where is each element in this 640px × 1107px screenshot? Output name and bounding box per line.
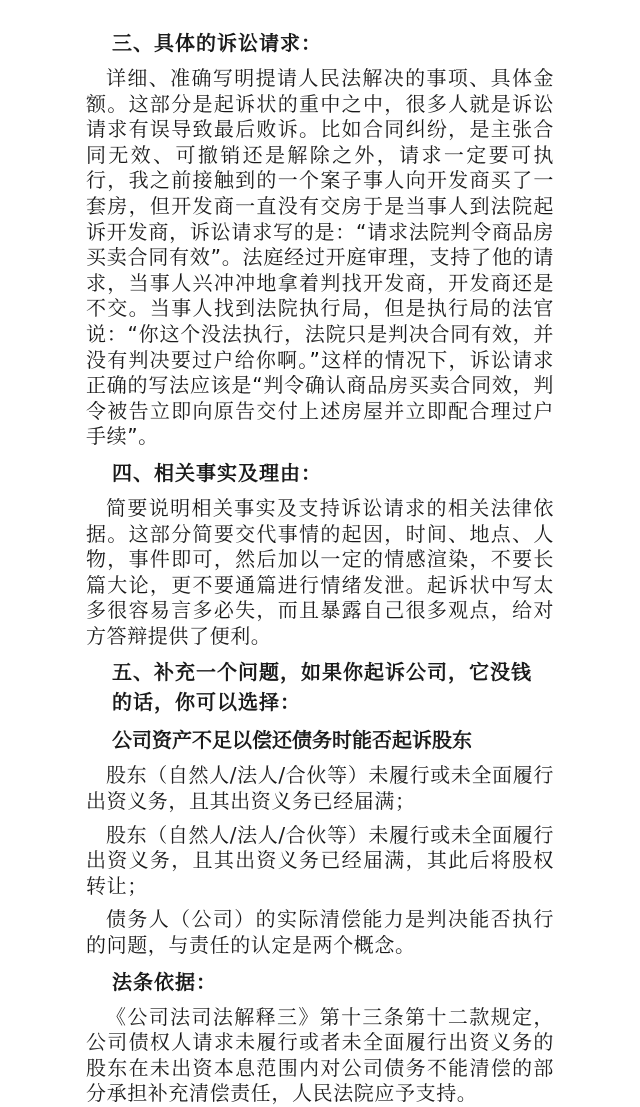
paragraph-legal-basis: 《公司法司法解释三》第十三条第十二款规定，公司债权人请求未履行或者未全面履行出资义务的股东在未出资本息范围内对公司债务不能清偿的部分承担补充清偿责任，人民法院应予支持。 bbox=[86, 1004, 554, 1106]
section-heading-claims: 三、具体的诉讼请求： bbox=[112, 31, 322, 55]
section-heading-legal-basis: 法条依据： bbox=[112, 969, 217, 994]
paragraph-shareholder-2: 股东（自然人/法人/合伙等）未履行或未全面履行出资义务，且其出资义务已经届满，其此后将股权转让； bbox=[86, 822, 554, 898]
sub-heading-shareholders: 公司资产不足以偿还债务时能否起诉股东 bbox=[112, 728, 472, 753]
paragraph-facts: 简要说明相关事实及支持诉讼请求的相关法律依据。这部分简要交代事情的起因，时间、地点、人物，事件即可，然后加以一定的情感渲染，不要长篇大论，更不要通篇进行情绪发泄。起诉状中写太多很容易言多必失，而且暴露自己很多观点，给对方答辩提供了便利。 bbox=[86, 495, 554, 648]
paragraph-claims: 详细、准确写明提请人民法解决的事项、具体金额。这部分是起诉状的重中之中，很多人就是诉讼请求有误导致最后败诉。比如合同纠纷，是主张合同无效、可撤销还是解除之外，请求一定要可执行，我之前接触到的一个案子事人向开发商买了一套房，但开发商一直没有交房于是当事人到法院起诉开发商，诉讼请求写的是：“请求法院判令商品房买卖合同有效”。法庭经过开庭审理，支持了他的请求，当事人兴冲冲地拿着判找开发商，开发商还是不交。当事人找到法院执行局，但是执行局的法官说：“你这个没法执行，法院只是判决合同有效，并没有判决要过户给你啊。”这样的情况下，诉讼请求正确的写法应该是“判令确认商品房买卖合同效，判令被告立即向原告交付上述房屋并立即配合理过户手续”。 bbox=[86, 66, 554, 449]
section-heading-facts: 四、相关事实及理由： bbox=[112, 460, 322, 485]
paragraph-shareholder-1: 股东（自然人/法人/合伙等）未履行或未全面履行出资义务，且其出资义务已经届满； bbox=[86, 763, 554, 814]
section-heading-supplement: 五、补充一个问题，如果你起诉公司，它没钱的话，你可以选择： bbox=[112, 660, 532, 715]
paragraph-debtor: 债务人（公司）的实际清偿能力是判决能否执行的问题，与责任的认定是两个概念。 bbox=[86, 907, 554, 958]
